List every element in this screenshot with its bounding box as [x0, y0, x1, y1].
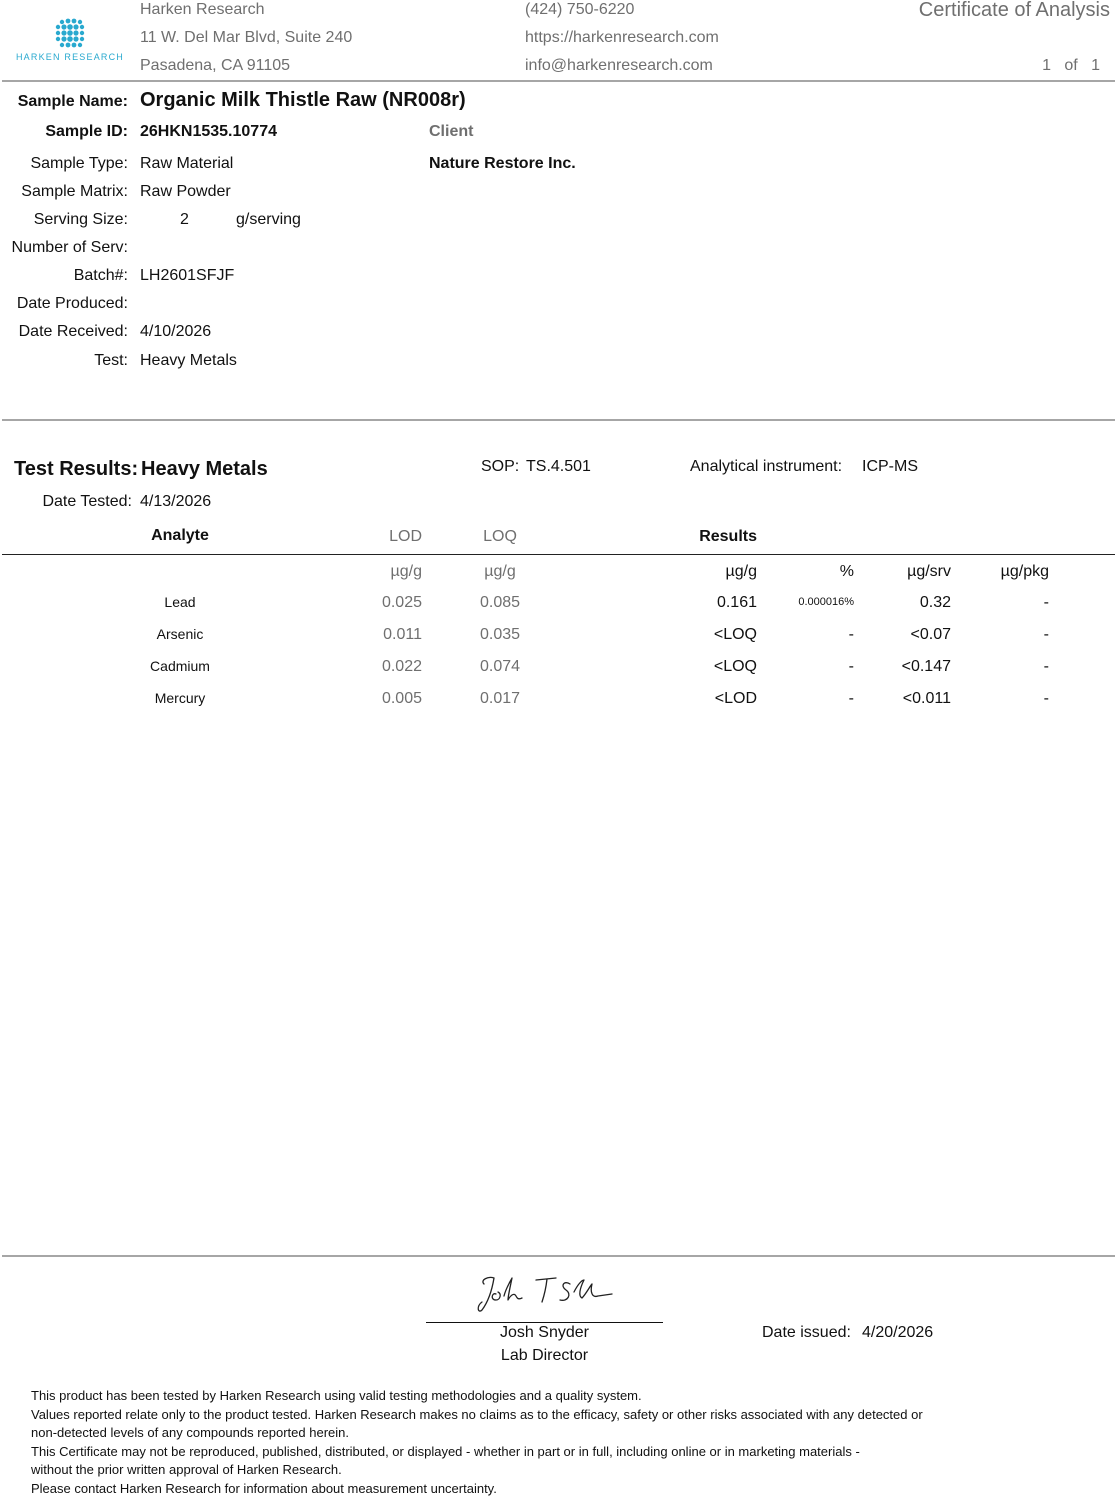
result-ug-pkg: - [1043, 690, 1049, 707]
date-tested: 4/13/2026 [140, 493, 212, 510]
sample-id-label: Sample ID: [45, 123, 128, 140]
disclaimer-line: without the prior written approval of Harken Research. [31, 1462, 342, 1478]
handwritten-signature [472, 1270, 632, 1320]
signature-divider [2, 1255, 1115, 1257]
disclaimer-line: This product has been tested by Harken Research using valid testing methodologies and a quality system. [31, 1388, 642, 1403]
date-received-label: Date Received: [18, 323, 128, 340]
date-received: 4/10/2026 [140, 323, 212, 340]
lod-value: 0.025 [381, 594, 422, 611]
header-divider [2, 80, 1115, 82]
result-ug-srv: <0.147 [901, 658, 951, 675]
sample-matrix-label: Sample Matrix: [21, 183, 128, 200]
sample-id: 26HKN1535.10774 [140, 123, 277, 140]
unit-percent: % [839, 563, 854, 580]
dots-logo-icon [2, 14, 138, 54]
result-percent: - [848, 626, 854, 643]
unit-lod: µg/g [390, 563, 422, 580]
analyte-name: Mercury [154, 690, 206, 706]
serving-size-label: Serving Size: [33, 211, 128, 228]
result-ug-g: <LOQ [713, 658, 757, 675]
loq-value: 0.017 [479, 690, 521, 707]
column-header-loq: LOQ [483, 528, 517, 545]
result-ug-srv: <0.07 [910, 626, 951, 643]
number-of-servings-label: Number of Serv: [11, 239, 128, 256]
test-results-label: Test Results: [14, 458, 139, 480]
serving-size-unit: g/serving [236, 211, 301, 228]
result-ug-pkg: - [1043, 658, 1049, 675]
sample-type-label: Sample Type: [30, 155, 128, 172]
client-name: Nature Restore Inc. [429, 155, 576, 172]
unit-loq: µg/g [484, 563, 516, 580]
batch-number: LH2601SFJF [140, 267, 235, 284]
lod-value: 0.011 [383, 626, 422, 643]
unit-ug-srv: µg/srv [907, 563, 951, 580]
unit-ug-g: µg/g [725, 563, 757, 580]
lab-address-2: Pasadena, CA 91105 [140, 57, 291, 74]
result-percent: - [848, 690, 854, 707]
analyte-name: Arsenic [156, 626, 204, 642]
unit-ug-pkg: µg/pkg [1000, 563, 1049, 580]
lab-phone: (424) 750-6220 [525, 1, 635, 18]
sample-divider [2, 419, 1115, 421]
lab-website[interactable]: https://harkenresearch.com [525, 29, 719, 46]
sample-type: Raw Material [140, 155, 234, 172]
page-number: 1 [1042, 57, 1052, 74]
result-ug-g: <LOD [714, 690, 757, 707]
page-of: of [1064, 57, 1078, 74]
loq-value: 0.074 [479, 658, 521, 675]
sop-label: SOP: [481, 458, 520, 475]
page-indicator [1042, 57, 1100, 75]
lod-value: 0.005 [381, 690, 422, 707]
logo-text: HARKEN RESEARCH [15, 52, 125, 62]
signature-line [426, 1322, 663, 1323]
date-tested-label: Date Tested: [42, 493, 132, 510]
analyte-name: Lead [164, 594, 196, 610]
lab-email[interactable]: info@harkenresearch.com [525, 57, 713, 74]
signatory-title: Lab Director [500, 1347, 589, 1364]
test-name: Heavy Metals [140, 352, 237, 369]
test-results-test: Heavy Metals [141, 458, 268, 480]
batch-label: Batch#: [73, 267, 128, 284]
result-ug-g: <LOQ [713, 626, 757, 643]
lab-name: Harken Research [140, 1, 265, 18]
result-percent: 0.000016% [798, 596, 854, 608]
instrument-label: Analytical instrument: [690, 458, 843, 475]
table-header-divider [2, 554, 1115, 555]
serving-size-value: 2 [180, 211, 189, 228]
date-produced-label: Date Produced: [16, 295, 128, 312]
instrument-value: ICP-MS [862, 458, 918, 475]
lod-value: 0.022 [381, 658, 422, 675]
result-ug-srv: <0.011 [902, 690, 951, 707]
loq-value: 0.035 [479, 626, 521, 643]
disclaimer-line: This Certificate may not be reproduced, published, distributed, or displayed - whether in part or in full, including online or in marketing materials - [31, 1443, 860, 1459]
sop-value: TS.4.501 [526, 458, 591, 475]
sample-name-label: Sample Name: [17, 93, 128, 110]
disclaimer-line: Please contact Harken Research for information about measurement uncertainty. [31, 1480, 497, 1496]
result-ug-pkg: - [1043, 626, 1049, 643]
loq-value: 0.085 [479, 594, 521, 611]
result-ug-g: 0.161 [716, 594, 757, 611]
lab-address-1: 11 W. Del Mar Blvd, Suite 240 [140, 29, 353, 46]
column-header-results: Results [699, 528, 757, 545]
column-header-analyte: Analyte [151, 527, 209, 544]
column-header-lod: LOD [389, 528, 422, 545]
client-label: Client [429, 123, 474, 140]
disclaimer-line: Values reported relate only to the product tested. Harken Research makes no claims as to the efficacy, safety or other risks associated with any detected or [31, 1406, 923, 1422]
page-total: 1 [1091, 57, 1100, 74]
analyte-name: Cadmium [150, 658, 210, 674]
test-label: Test: [94, 352, 128, 369]
result-percent: - [848, 658, 854, 675]
date-issued-label: Date issued: [762, 1324, 851, 1341]
result-ug-pkg: - [1043, 594, 1049, 611]
document-title: Certificate of Analysis [918, 0, 1110, 21]
disclaimer-line: non-detected levels of any compounds reported herein. [31, 1425, 349, 1441]
date-issued: 4/20/2026 [862, 1324, 934, 1341]
result-ug-srv: 0.32 [919, 594, 951, 611]
signatory-name: Josh Snyder [500, 1324, 589, 1341]
sample-name: Organic Milk Thistle Raw (NR008r) [140, 89, 466, 111]
sample-matrix: Raw Powder [140, 183, 231, 200]
disclaimer [31, 1387, 923, 1499]
lab-logo [2, 14, 138, 66]
